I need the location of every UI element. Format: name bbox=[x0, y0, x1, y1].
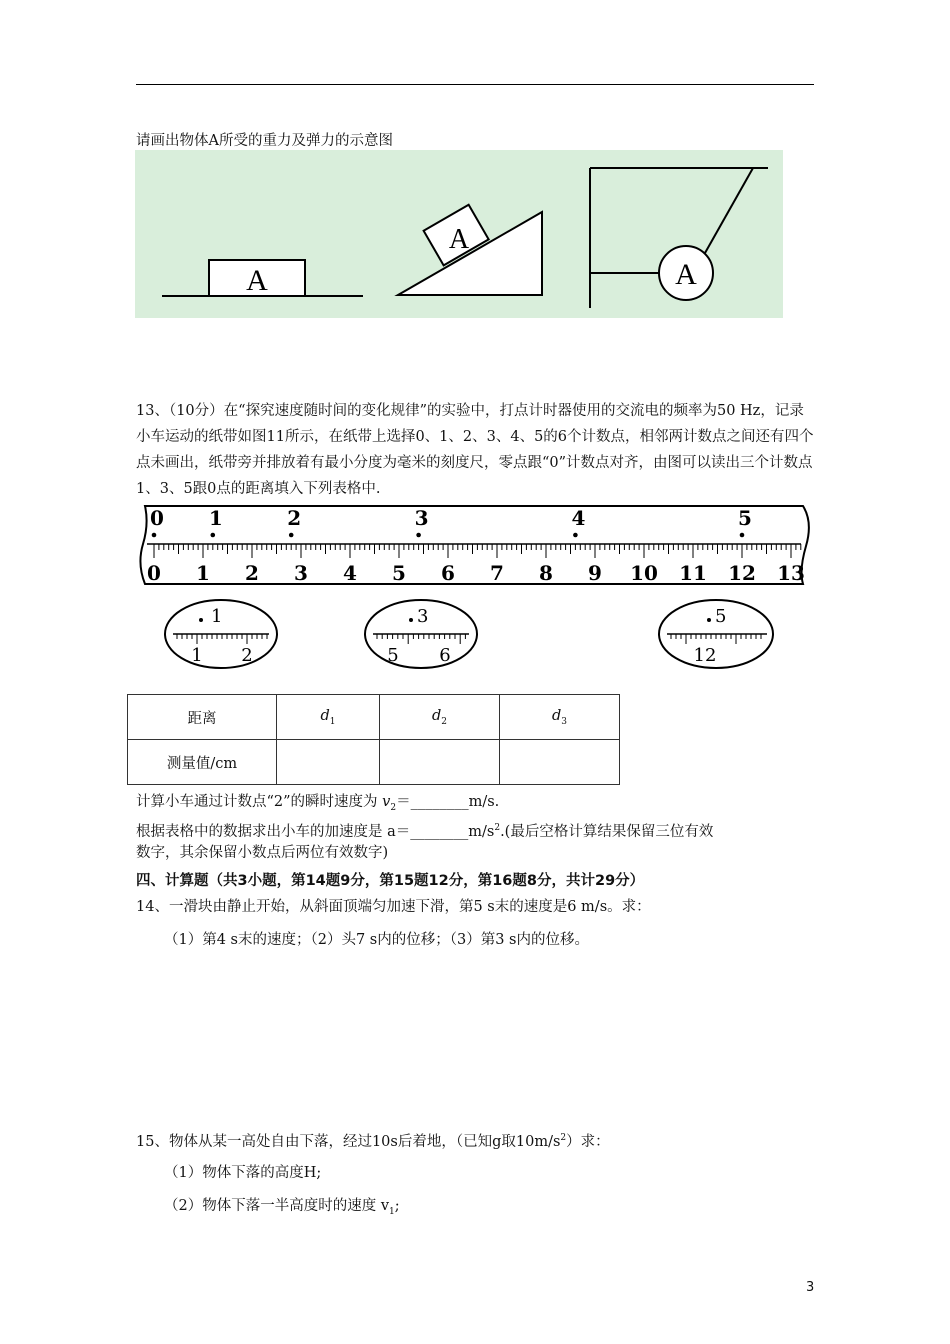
zoom-left-label: 5 bbox=[387, 645, 399, 666]
ruler-label: 0 bbox=[147, 561, 161, 585]
q14-subquestions: （1）第4 s末的速度；（2）头7 s内的位移；（3）第3 s内的位移。 bbox=[164, 932, 590, 948]
q12-instruction: 请画出物体A所受的重力及弹力的示意图 bbox=[136, 133, 393, 149]
table-cell-d2[interactable] bbox=[380, 740, 500, 785]
paper-tape bbox=[140, 506, 808, 584]
ruler-label: 6 bbox=[441, 561, 455, 585]
tape-point-label: 3 bbox=[414, 506, 429, 530]
tape-point-label: 0 bbox=[150, 506, 164, 530]
tape-point-dot bbox=[740, 533, 745, 538]
tape-point-dot bbox=[152, 533, 157, 538]
q13-acceleration-line-2: 数字，其余保留小数点后两位有效数字) bbox=[136, 845, 389, 861]
q13-velocity-line: 计算小车通过计数点“2”的瞬时速度为 $v_2=\_\_\_\_\_\_\_\_m/s$. bbox=[136, 794, 500, 813]
tape-point-dot bbox=[211, 533, 216, 538]
table-cell-d1[interactable] bbox=[277, 740, 380, 785]
zoom-left-label: 1 bbox=[191, 645, 203, 666]
zoom-point-label: 5 bbox=[715, 606, 727, 627]
section4-title: 四、计算题（共3小题，第14题9分，第15题12分，第16题8分，共计29分） bbox=[136, 873, 645, 889]
page-number: 3 bbox=[806, 1280, 815, 1295]
ruler-label: 10 bbox=[630, 561, 658, 585]
ruler-label: 1 bbox=[196, 561, 210, 585]
q13-text: 13、（10分）在“探究速度随时间的变化规律”的实验中，打点计时器使用的交流电的频率为50 Hz，记录小车运动的纸带如图11所示，在纸带上选择0、1、2、3、4、5的6个计数点，相邻两计数点之间还有四个点未画出，纸带旁并排放着有最小分度为毫米的刻度尺，零点跟“0”计数点对齐，由图可以读出三个计数点1、3、5跟0点的距离填入下列表格中. bbox=[136, 403, 814, 497]
ruler-label: 12 bbox=[728, 561, 756, 585]
zoom-view-1 bbox=[165, 600, 277, 668]
table-header-d1: $d_1$ bbox=[277, 695, 380, 740]
ruler-label: 8 bbox=[539, 561, 553, 585]
zoom-view-3 bbox=[365, 600, 477, 668]
block-label-1: A bbox=[246, 264, 268, 297]
table-cell-d3[interactable] bbox=[500, 740, 620, 785]
zoom-point-label: 1 bbox=[211, 606, 223, 627]
tape-point-dot bbox=[289, 533, 294, 538]
zoom-views bbox=[163, 598, 783, 674]
ruler-label: 4 bbox=[343, 561, 357, 585]
zoom-center-label: 12 bbox=[693, 645, 717, 666]
q15-sub2: （2）物体下落一半高度时的速度 $v_1$; bbox=[164, 1198, 400, 1217]
header-rule bbox=[136, 84, 814, 85]
zoom-right-label: 6 bbox=[439, 645, 451, 666]
table-header-d3: $d_3$ bbox=[500, 695, 620, 740]
table-header-d2: $d_2$ bbox=[380, 695, 500, 740]
tape-point-dot bbox=[416, 533, 421, 538]
zoom-view-5 bbox=[659, 600, 773, 668]
tape-point-label: 2 bbox=[287, 506, 302, 530]
force-diagram-figure bbox=[135, 150, 783, 318]
zoom-point-label: 3 bbox=[417, 606, 429, 627]
ruler-label: 2 bbox=[245, 561, 259, 585]
q15-sub1: （1）物体下落的高度H; bbox=[164, 1165, 322, 1181]
zoom-point-dot bbox=[707, 618, 711, 622]
table-row bbox=[128, 740, 620, 785]
zoom-right-label: 2 bbox=[241, 645, 253, 666]
q13-acceleration-line: 根据表格中的数据求出小车的加速度是 $a=\_\_\_\_\_\_\_\_m/s^2$.(最后空格计算结果保留三位有效 bbox=[136, 823, 714, 840]
q14-text: 14、一滑块由静止开始，从斜面顶端匀加速下滑，第5 s末的速度是6 m/s。求： bbox=[136, 899, 651, 915]
table-label-measured: 测量值/cm bbox=[128, 740, 277, 785]
measurement-table bbox=[127, 694, 620, 785]
tape-and-ruler-figure bbox=[137, 502, 811, 588]
ruler-label: 9 bbox=[588, 561, 602, 585]
tape-point-label: 5 bbox=[738, 506, 752, 530]
tape-point-dot bbox=[573, 533, 578, 538]
table-row bbox=[128, 695, 620, 740]
ruler-label: 5 bbox=[392, 561, 406, 585]
table-header-distance: 距离 bbox=[128, 695, 277, 740]
tape-point-label: 4 bbox=[571, 506, 586, 530]
block-label-2: A bbox=[448, 224, 470, 255]
zoom-point-dot bbox=[199, 618, 203, 622]
ruler-label: 11 bbox=[679, 561, 707, 585]
ruler-label: 7 bbox=[490, 561, 504, 585]
ball-label: A bbox=[675, 258, 697, 291]
q15-text: 15、物体从某一高处自由下落，经过10s后着地，（已知g取$10m/s^2$）求： bbox=[136, 1133, 610, 1150]
ruler-label: 3 bbox=[294, 561, 308, 585]
zoom-point-dot bbox=[409, 618, 413, 622]
ruler-label: 13 bbox=[777, 561, 805, 585]
tape-point-label: 1 bbox=[208, 506, 223, 530]
